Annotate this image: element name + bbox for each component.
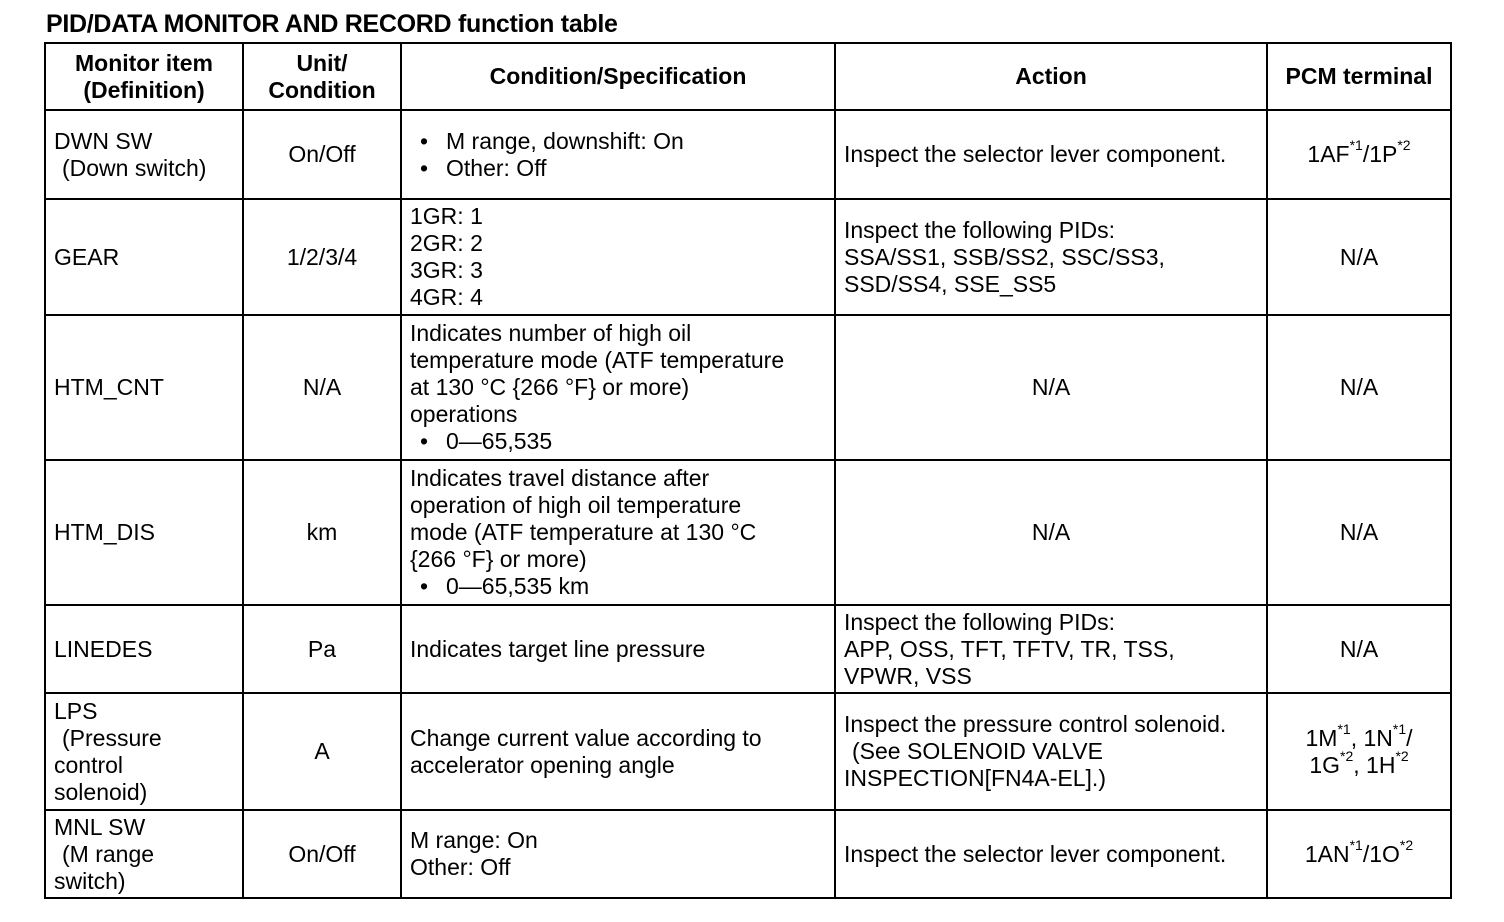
table-row bbox=[45, 460, 1451, 605]
cell-condition: Indicates number of high oil temperature mode (ATF temperature at 130 °C {266 °F} or more) operations • 0—65,535 bbox=[401, 315, 835, 460]
table-header-row bbox=[45, 43, 1451, 110]
table-row bbox=[45, 199, 1451, 315]
list-item: • 0—65,535 km bbox=[418, 573, 826, 600]
table-row bbox=[45, 315, 1451, 460]
cell-monitor-item: MNL SW (M range switch) bbox=[45, 810, 243, 898]
list-item: • M range, downshift: On bbox=[418, 128, 826, 155]
cell-monitor-item: HTM_DIS bbox=[45, 460, 243, 605]
header-action: Action bbox=[835, 43, 1267, 110]
condition-bullet-list bbox=[410, 128, 826, 182]
cell-pcm-terminal: N/A bbox=[1267, 605, 1451, 693]
cell-condition: Indicates travel distance after operation of high oil temperature mode (ATF temperature at 130 °C {266 °F} or more) • 0—65,535 km bbox=[401, 460, 835, 605]
cell-monitor-item: GEAR bbox=[45, 199, 243, 315]
list-item: • 0—65,535 bbox=[418, 428, 826, 455]
table-row bbox=[45, 810, 1451, 898]
header-condition-specification: Condition/Specification bbox=[401, 43, 835, 110]
cell-unit: Pa bbox=[243, 605, 401, 693]
cell-pcm-terminal: $1AF^{*1}/1P^{*2}$ bbox=[1267, 110, 1451, 199]
cell-unit: km bbox=[243, 460, 401, 605]
cell-unit: On/Off bbox=[243, 810, 401, 898]
cell-action: Inspect the selector lever component. bbox=[835, 810, 1267, 898]
cell-condition: Indicates target line pressure bbox=[401, 605, 835, 693]
cell-condition: 1GR: 1 2GR: 2 3GR: 3 4GR: 4 bbox=[401, 199, 835, 315]
header-unit-condition: Unit/ Condition bbox=[243, 43, 401, 110]
cell-monitor-item: DWN SW (Down switch) bbox=[45, 110, 243, 199]
cell-action: Inspect the selector lever component. bbox=[835, 110, 1267, 199]
cell-pcm-terminal: N/A bbox=[1267, 460, 1451, 605]
table-row bbox=[45, 605, 1451, 693]
table-row bbox=[45, 110, 1451, 199]
condition-bullet-list bbox=[410, 573, 826, 600]
cell-unit: A bbox=[243, 693, 401, 810]
cell-action: Inspect the following PIDs: APP, OSS, TFT, TFTV, TR, TSS, VPWR, VSS bbox=[835, 605, 1267, 693]
cell-monitor-item: LINEDES bbox=[45, 605, 243, 693]
cell-monitor-item: HTM_CNT bbox=[45, 315, 243, 460]
cell-pcm-terminal: N/A bbox=[1267, 315, 1451, 460]
condition-bullet-list bbox=[410, 428, 826, 455]
pid-data-monitor-table bbox=[44, 42, 1452, 899]
cell-action: Inspect the pressure control solenoid. (See SOLENOID VALVE INSPECTION[FN4A-EL].) bbox=[835, 693, 1267, 810]
cell-action: Inspect the following PIDs: SSA/SS1, SSB/SS2, SSC/SS3, SSD/SS4, SSE_SS5 bbox=[835, 199, 1267, 315]
cell-condition bbox=[401, 110, 835, 199]
table-row bbox=[45, 693, 1451, 810]
cell-pcm-terminal: $1AN^{*1}/1O^{*2}$ bbox=[1267, 810, 1451, 898]
cell-action: N/A bbox=[835, 460, 1267, 605]
cell-unit: On/Off bbox=[243, 110, 401, 199]
cell-condition: M range: On Other: Off bbox=[401, 810, 835, 898]
cell-pcm-terminal: N/A bbox=[1267, 199, 1451, 315]
cell-action: N/A bbox=[835, 315, 1267, 460]
cell-pcm-terminal: $1M^{*1}$, $1N^{*1}/$ $1G^{*2}$, $1H^{*2}$ bbox=[1267, 693, 1451, 810]
cell-monitor-item: LPS (Pressure control solenoid) bbox=[45, 693, 243, 810]
cell-unit: N/A bbox=[243, 315, 401, 460]
header-pcm-terminal: PCM terminal bbox=[1267, 43, 1451, 110]
document-title: PID/DATA MONITOR AND RECORD function table bbox=[46, 10, 618, 38]
cell-condition: Change current value according to accelerator opening angle bbox=[401, 693, 835, 810]
header-monitor-item: Monitor item (Definition) bbox=[45, 43, 243, 110]
list-item: • Other: Off bbox=[418, 155, 826, 182]
cell-unit: 1/2/3/4 bbox=[243, 199, 401, 315]
